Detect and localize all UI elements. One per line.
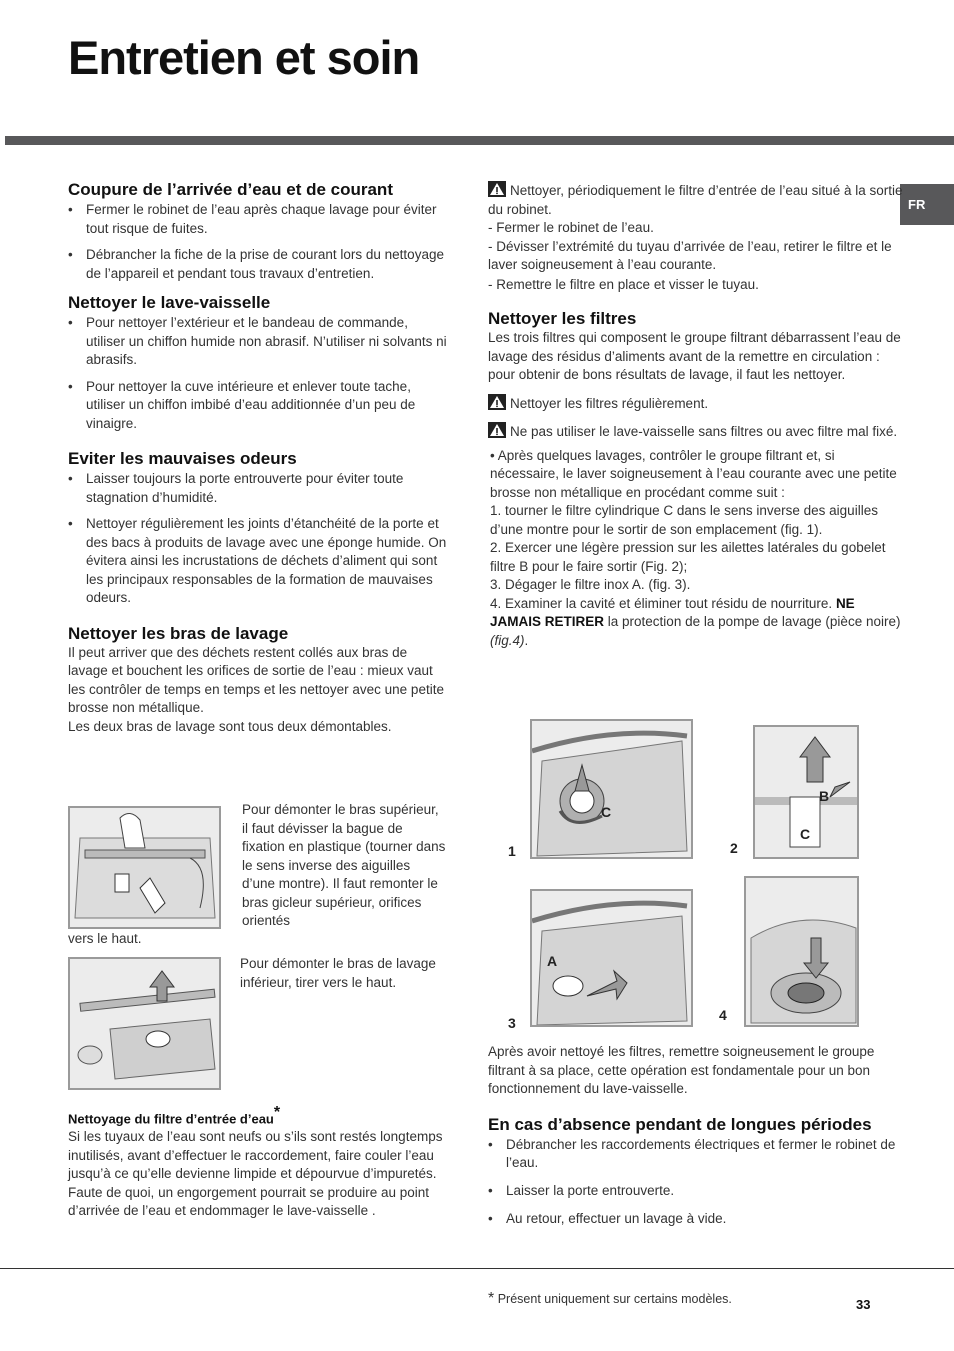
heading-odeurs: Eviter les mauvaises odeurs — [68, 449, 297, 468]
figure-label: C — [601, 804, 612, 820]
inlet-line-2: - Fermer le robinet de l’eau. — [488, 220, 654, 235]
list-item: • Pour nettoyer la cuve intérieure et enlever toute tache, utiliser un chiffon imbibé d’eau additionnée d’un peu de vinaigre. — [68, 378, 448, 434]
upper-arm-text-end: vers le haut. — [68, 931, 142, 946]
upper-arm-illustration — [68, 806, 221, 929]
language-tab: FR — [900, 184, 954, 225]
page-title: Entretien et soin — [68, 31, 420, 84]
step-4: 4. Examiner la cavité et éliminer tout résidu de nourriture. NE JAMAIS RETIRER la protection de la pompe de lavage (pièce noire) (fig.4). — [490, 595, 901, 648]
heading-filtre-entree: Nettoyage du filtre d’entrée d’eau — [68, 1111, 274, 1127]
inlet-line-3: - Dévisser l’extrémité du tuyau d’arrivée de l’eau, retirer le filtre et le laver soigneusement à l’eau courante. — [488, 238, 892, 272]
list-item: • Débrancher la fiche de la prise de courant lors du nettoyage de l’appareil et pendant tous travaux d’entretien. — [68, 246, 448, 283]
list-item: • Fermer le robinet de l’eau après chaque lavage pour éviter tout risque de fuites. — [68, 201, 448, 238]
inlet-filter-section — [68, 1104, 448, 1221]
warning-icon — [488, 181, 506, 197]
heading-nettoyer-lave-vaisselle: Nettoyer le lave-vaisselle — [68, 293, 271, 312]
lower-arm-illustration — [68, 957, 221, 1090]
inlet-line-4: - Remettre le filtre en place et visser le tuyau. — [488, 276, 759, 292]
paragraph: Après avoir nettoyé les filtres, remettre soigneusement le groupe filtrant à sa place, cette opération est fondamentale pour un bon fonctionnement du lave-vaisselle. — [488, 1044, 875, 1096]
list-item: • Laisser toujours la porte entrouverte pour éviter toute stagnation d’humidité. — [68, 470, 448, 507]
inlet-line-1: Nettoyer, périodiquement le filtre d’entrée de l’eau situé à la sortie du robinet. — [488, 183, 903, 217]
left-column — [68, 180, 448, 736]
step-1: 1. tourner le filtre cylindrique C dans le sens inverse des aiguilles d’une montre pour le sortir de son emplacement (fig. 1). — [490, 503, 878, 537]
figure-label: A — [547, 953, 558, 969]
figure-label: C — [800, 826, 811, 842]
warning-icon — [488, 422, 506, 438]
footer-rule — [0, 1268, 954, 1269]
figure-1-illustration — [530, 719, 693, 859]
heading-coupure: Coupure de l’arrivée d’eau et de courant — [68, 180, 393, 199]
footnote-mark: * — [273, 1104, 281, 1121]
figure-number: 1 — [508, 843, 516, 859]
lower-arm-text: Pour démonter le bras de lavage inférieur, tirer vers le haut. — [240, 956, 436, 990]
warning-icon — [488, 394, 506, 410]
figure-label: B — [819, 788, 830, 804]
paragraph: Il peut arriver que des déchets restent collés aux bras de lavage et bouchent les orifices de sortie de l’eau : mieux vaut les contrôler de temps en temps et les nettoyer avec une petite brosse non métallique. — [68, 644, 444, 715]
paragraph: • Après quelques lavages, contrôler le groupe filtrant et, si nécessaire, le laver soigneusement à l’eau courante avec une petite brosse non métallique en procédant comme suit : — [490, 447, 897, 500]
warning-text: Nettoyer les filtres régulièrement. — [510, 395, 709, 411]
list-item: • Nettoyer régulièrement les joints d’étanchéité de la porte et des bacs à produits de lavage avec une éponge humide. On évitera ainsi les incrustations de déchets d’aliment qui sont les principaux responsables de la formation de mauvaises odeurs. — [68, 515, 448, 608]
list-item: • Pour nettoyer l’extérieur et le bandeau de commande, utiliser un chiffon humide non abrasif. N’utiliser ni solvants ni abrasifs. — [68, 314, 448, 370]
figure-number: 4 — [719, 1007, 727, 1023]
right-column — [488, 181, 906, 650]
right-column-lower — [488, 1043, 906, 1229]
paragraph: Si les tuyaux de l’eau sont neufs ou s’ils sont restés longtemps inutilisés, avant d’effectuer le raccordement, faire couler l’eau jusqu’à ce qu’elle devienne limpide et dépourvue d’impuretés. Faute de quoi, un engorgement pourrait se produire au point d’arrivée de l’eau et endommager le lave-vaisselle . — [68, 1129, 443, 1219]
filter-steps — [488, 447, 906, 651]
list-item: • Laisser la porte entrouverte. — [488, 1182, 906, 1201]
heading-nettoyer-filtres: Nettoyer les filtres — [488, 309, 637, 328]
list-item: • Au retour, effectuer un lavage à vide. — [488, 1210, 906, 1229]
figure-number: 2 — [730, 840, 738, 856]
step-3: 3. Dégager le filtre inox A. (fig. 3). — [490, 577, 691, 592]
heading-absence: En cas d’absence pendant de longues périodes — [488, 1114, 872, 1134]
header-rule — [5, 136, 954, 145]
figure-number: 3 — [508, 1015, 516, 1031]
step-2: 2. Exercer une légère pression sur les ailettes latérales du gobelet filtre B pour le faire sortir (Fig. 2); — [490, 540, 886, 574]
heading-bras-lavage: Nettoyer les bras de lavage — [68, 623, 289, 643]
paragraph: Les trois filtres qui composent le groupe filtrant débarrassent l’eau de lavage des résidus d’aliments avant de la remettre en circulation : pour obtenir de bons résultats de lavage, il faut les nettoyer. — [488, 330, 901, 382]
paragraph: Les deux bras de lavage sont tous deux démontables. — [68, 718, 392, 734]
figure-4-illustration — [744, 876, 859, 1027]
warning-text: Ne pas utiliser le lave-vaisselle sans filtres ou avec filtre mal fixé. — [510, 424, 898, 439]
upper-arm-text: Pour démonter le bras supérieur, il faut dévisser la bague de fixation en plastique (tourner dans le sens inverse des aiguilles d’une montre). Il faut remonter le bras gicleur supérieur, orifices orientés — [242, 802, 446, 928]
list-item: • Débrancher les raccordements électriques et fermer le robinet de l’eau. — [488, 1136, 906, 1173]
page-number: 33 — [856, 1297, 871, 1312]
footnote: * Présent uniquement sur certains modèles. — [488, 1290, 732, 1307]
